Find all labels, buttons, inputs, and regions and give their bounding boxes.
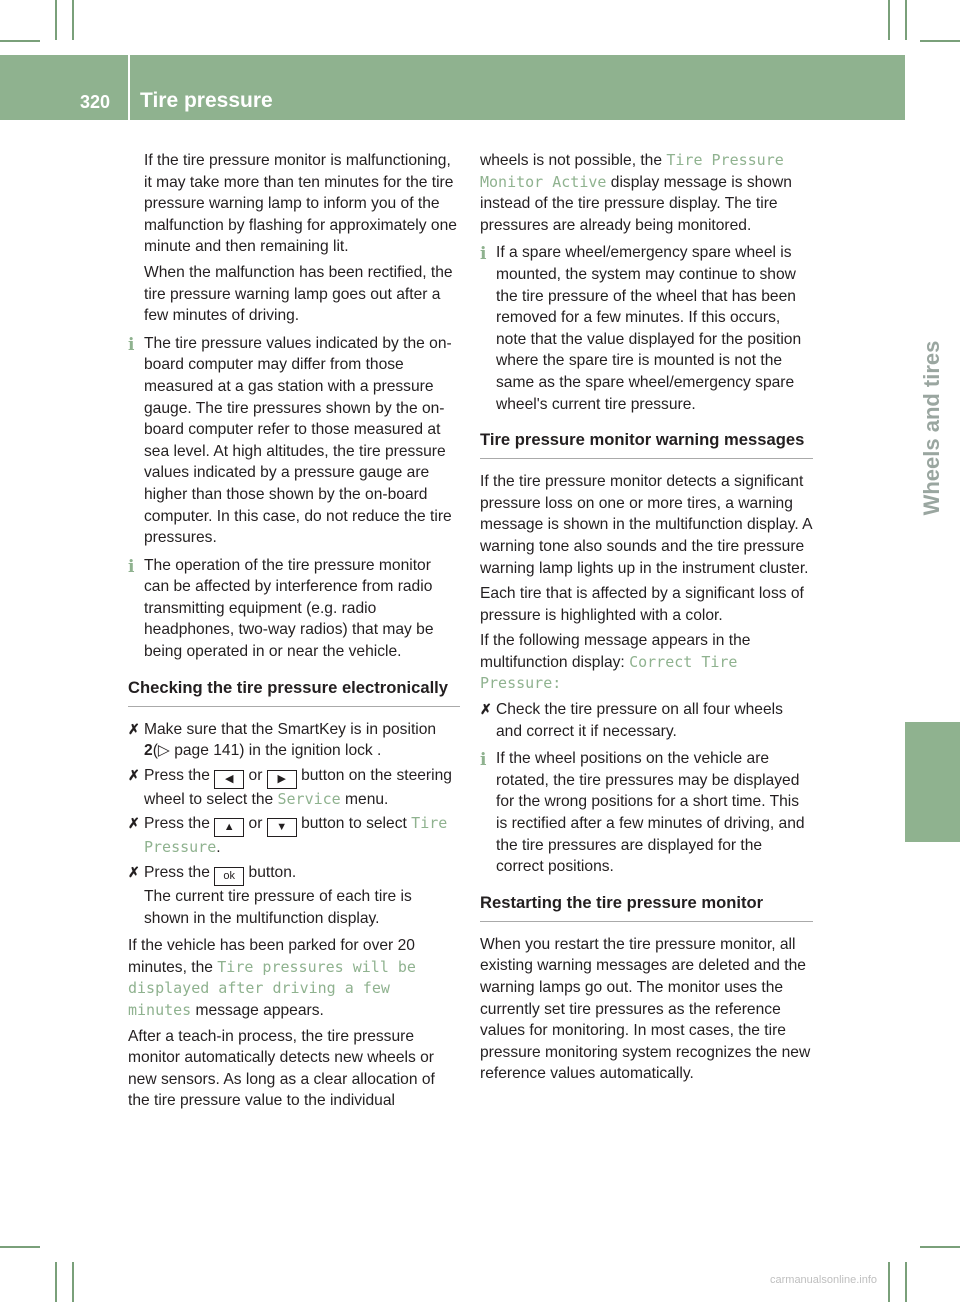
info-note xyxy=(480,242,813,415)
right-column xyxy=(480,150,813,1089)
paragraph: If the tire pressure monitor is malfunctioning, it may take more than ten minutes for the tire pressure warning lamp to inform you of the malfunction by flashing for approximately one minute and then remaining lit. xyxy=(144,152,457,256)
display-text: Tire Pressure Monitor Active xyxy=(480,151,784,191)
crop-mark xyxy=(888,0,890,40)
step-arrow-icon: ✗ xyxy=(128,864,140,881)
step-item xyxy=(128,862,460,929)
section-tab: Wheels and tires xyxy=(919,340,944,516)
step-text: Check the tire pressure on all four wheels and correct it if necessary. xyxy=(496,701,783,740)
paragraph: When the malfunction has been rectified, the tire pressure warning lamp goes out after a few minutes of driving. xyxy=(144,263,453,325)
crop-mark xyxy=(0,1246,40,1248)
display-text: Service xyxy=(277,789,341,808)
step-text: or xyxy=(244,815,267,833)
display-text: Correct Tire Pressure: xyxy=(480,652,738,693)
step-text: Make sure that the SmartKey is in position xyxy=(144,720,437,738)
info-note xyxy=(128,555,460,663)
position-number: 2 xyxy=(144,742,153,760)
info-note xyxy=(480,748,813,878)
step-text: button on the steering wheel to select the xyxy=(144,766,452,808)
page-number: 320 xyxy=(80,92,111,112)
header-bar xyxy=(0,55,905,120)
paragraph: If the tire pressure monitor detects a significant pressure loss on one or more tires, a warning message is shown in the multifunction display. A warning tone also sounds and the tire pressure warning lamp lights up in the instrument cluster. xyxy=(480,473,812,577)
crop-mark xyxy=(905,1262,907,1302)
crop-mark xyxy=(55,0,57,40)
crop-mark xyxy=(72,1262,74,1302)
right-button-icon: ▶ xyxy=(267,770,297,789)
step-text: Press the xyxy=(144,815,215,833)
paragraph: Each tire that is affected by a significant loss of pressure is highlighted with a color. xyxy=(480,585,804,624)
watermark: carmanualsonline.info xyxy=(770,1274,878,1286)
crop-mark xyxy=(888,1262,890,1302)
info-text: The tire pressure values indicated by the on-board computer may differ from those measured at a gas station with a pressure gauge. The tire pressures shown by the on-board computer refer to those measured at sea level. At high altitudes, the tire pressure values indicated by a pressure gauge are higher than those shown by the on-board computer. In this case, do not reduce the tire pressures. xyxy=(144,334,452,547)
section-heading: Checking the tire pressure electronically xyxy=(128,677,460,707)
paragraph-text: If the following message appears in the multifunction display: xyxy=(480,632,751,671)
page-reference: (▷ page 141) in the ignition lock . xyxy=(152,742,382,760)
step-result: The current tire pressure of each tire is shown in the multifunction display. xyxy=(144,888,412,927)
crop-mark xyxy=(920,1246,960,1248)
info-icon: i xyxy=(128,334,135,355)
paragraph-text: message appears. xyxy=(191,1002,324,1019)
display-text: Tire pressures will be displayed after driving a few minutes xyxy=(128,957,416,1019)
paragraph-text: If the vehicle has been parked for over 20 minutes, the xyxy=(128,937,415,976)
info-note xyxy=(128,333,460,549)
crop-mark xyxy=(72,0,74,40)
step-arrow-icon: ✗ xyxy=(480,701,492,718)
section-tab-marker xyxy=(905,722,960,842)
step-item xyxy=(128,765,460,811)
step-arrow-icon: ✗ xyxy=(128,720,140,737)
step-text: Press the xyxy=(144,766,215,784)
info-icon: i xyxy=(480,244,487,265)
info-icon: i xyxy=(480,750,487,771)
paragraph-text: wheels is not possible, the xyxy=(480,152,667,169)
left-button-icon: ◀ xyxy=(214,770,244,789)
step-item xyxy=(128,813,460,859)
paragraph xyxy=(480,630,813,695)
info-text: If the wheel positions on the vehicle are rotated, the tire pressures may be displayed for the wrong positions for a short time. This is rectified after a few minutes of driving, and the tire pressures are displayed for the correct positions. xyxy=(496,750,805,876)
info-text: The operation of the tire pressure monitor can be affected by interference from radio transmitting equipment (e.g. radio headphones, two-way radios) that may be being operated in or near the vehicle. xyxy=(144,556,434,661)
down-button-icon: ▼ xyxy=(267,818,297,837)
up-button-icon: ▲ xyxy=(214,818,244,837)
crop-mark xyxy=(920,40,960,42)
step-text: or xyxy=(244,766,267,784)
paragraph xyxy=(128,935,460,1021)
left-column xyxy=(128,150,460,1116)
crop-mark xyxy=(0,40,40,42)
crop-mark xyxy=(905,0,907,40)
paragraph: After a teach-in process, the tire pressure monitor automatically detects new wheels or new sensors. As long as a clear allocation of the tire pressure value to the individual xyxy=(128,1027,435,1110)
step-item xyxy=(480,699,813,742)
step-text: button to select xyxy=(296,815,412,833)
step-text: button. xyxy=(244,864,297,882)
step-text: menu. xyxy=(340,790,389,808)
crop-mark xyxy=(55,1262,57,1302)
section-heading: Tire pressure monitor warning messages xyxy=(480,429,813,459)
page-title: Tire pressure xyxy=(140,89,273,112)
header-separator xyxy=(128,55,130,120)
ok-button-icon: ok xyxy=(214,867,244,886)
display-text: Tire Pressure xyxy=(144,814,448,857)
step-text: . xyxy=(216,839,221,857)
section-heading: Restarting the tire pressure monitor xyxy=(480,892,813,922)
paragraph xyxy=(480,150,813,236)
step-text: Press the xyxy=(144,864,215,882)
info-icon: i xyxy=(128,556,135,577)
paragraph-text: display message is shown instead of the tire pressure display. The tire pressures are already being monitored. xyxy=(480,173,792,234)
paragraph: When you restart the tire pressure monitor, all existing warning messages are deleted and the warning lamps go out. The monitor uses the currently set tire pressures as the reference values for monitoring. In most cases, the tire pressure monitoring system recognizes the new reference values automatically. xyxy=(480,935,811,1083)
step-item xyxy=(128,719,460,762)
info-text: If a spare wheel/emergency spare wheel is mounted, the system may continue to show the tire pressure of the wheel that has been removed for a few minutes. If this occurs, note that the value displayed for the position where the spare tire is mounted is not the same as the spare wheel/emergency spare wheel's current tire pressure. xyxy=(496,244,802,413)
step-arrow-icon: ✗ xyxy=(128,815,140,832)
step-arrow-icon: ✗ xyxy=(128,766,140,783)
